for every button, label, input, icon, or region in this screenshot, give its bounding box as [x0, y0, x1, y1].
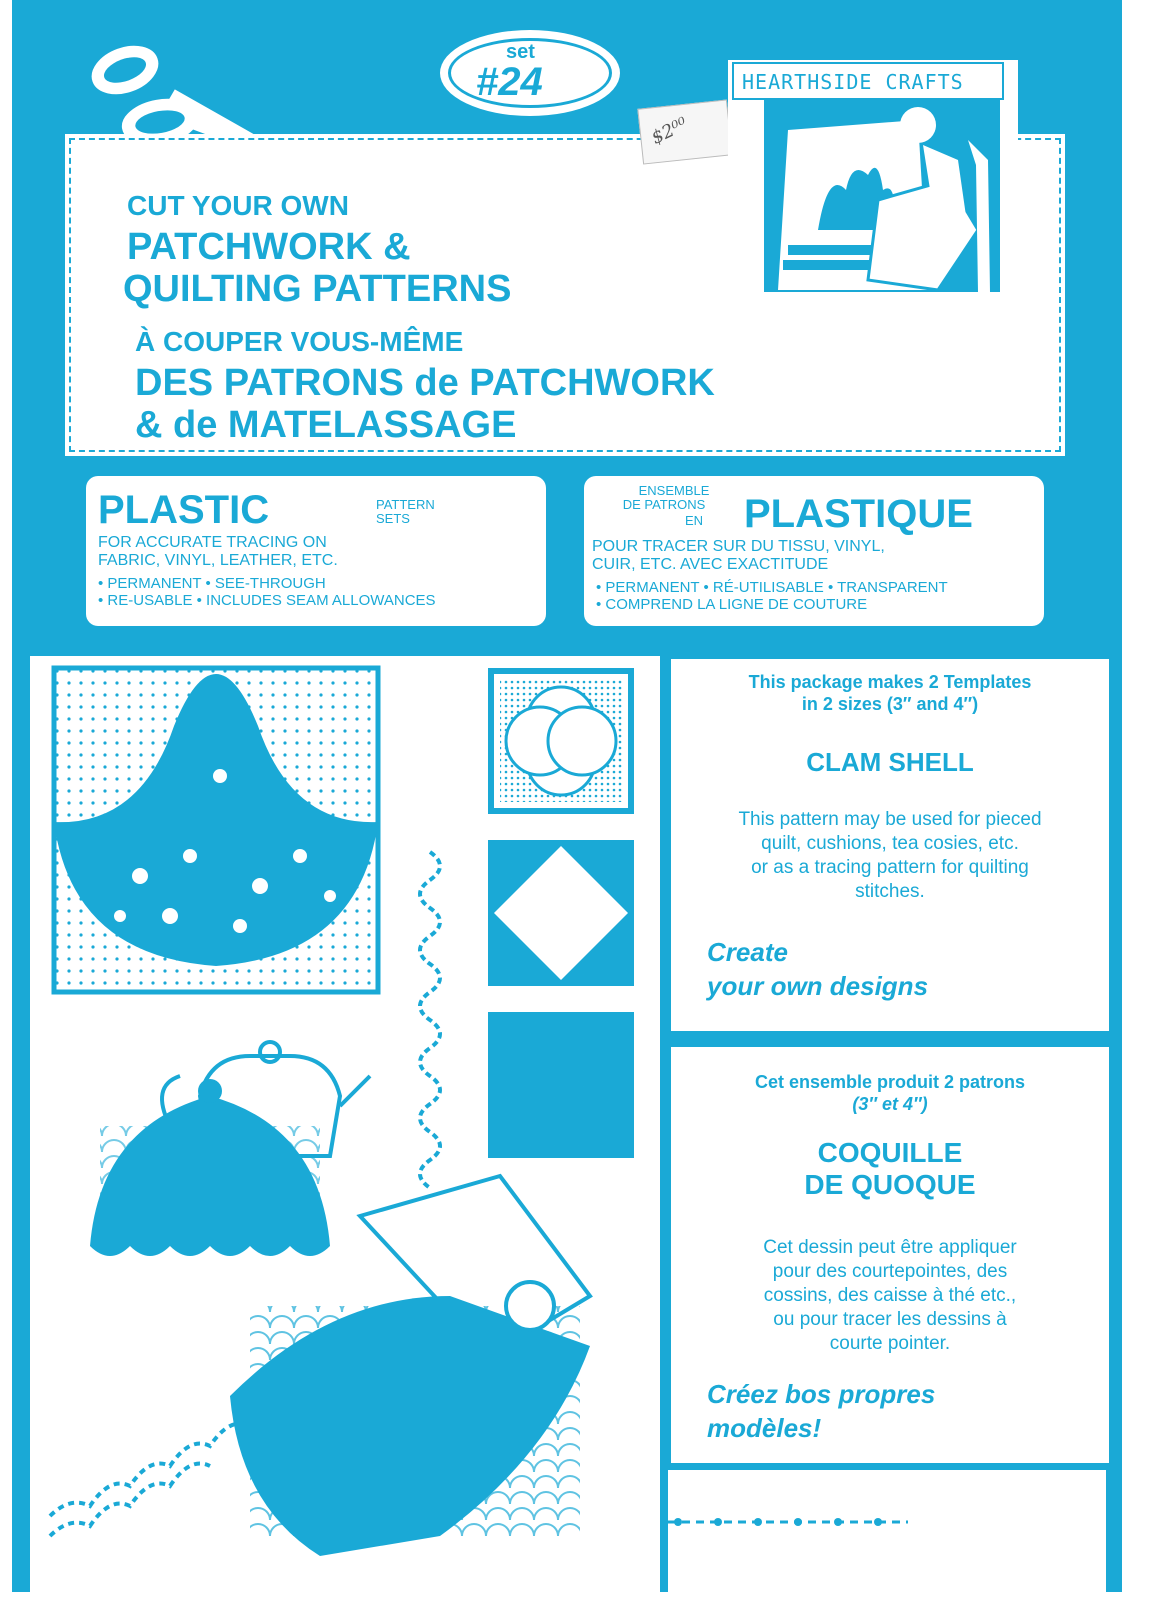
- price-sticker: [637, 99, 732, 164]
- info-fr-body-2: pour des courtepointes, des: [772, 1261, 1008, 1282]
- plastic-en-bullets-2: • RE-USABLE • INCLUDES SEAM ALLOWANCES: [98, 592, 436, 609]
- plastic-fr-pre-2: DE PATRONS: [622, 497, 706, 512]
- headline-fr-line2: DES PATRONS de PATCHWORK: [135, 362, 715, 404]
- scallop-border-icon: [50, 1424, 250, 1517]
- plastic-en-title: PLASTIC: [98, 488, 270, 532]
- set-number-badge: [440, 30, 620, 116]
- info-fr-body-4: ou pour tracer les dessins à: [773, 1309, 1007, 1330]
- plastic-fr-box: [584, 476, 1044, 626]
- plastic-fr-desc-2: CUIR, ETC. AVEC EXACTITUDE: [592, 556, 829, 573]
- illustration-area: [30, 656, 660, 1592]
- plastic-fr-pre-1: ENSEMBLE: [638, 483, 710, 498]
- plastic-fr-title: PLASTIQUE: [744, 492, 973, 536]
- brand-name: HEARTHSIDE CRAFTS: [742, 70, 964, 94]
- info-fr-body-5: courte pointer.: [829, 1333, 951, 1354]
- brand-label: [732, 62, 1004, 100]
- info-en-tagline-1: Create: [707, 937, 788, 967]
- plastic-fr-bullets-1: • PERMANENT • RÉ-UTILISABLE • TRANSPARENT: [596, 579, 948, 596]
- set-number: #24: [476, 60, 543, 104]
- headline-en-line3: QUILTING PATTERNS: [123, 268, 512, 310]
- headline-fr-line1: À COUPER VOUS-MÊME: [135, 326, 464, 357]
- headline-en-line1: CUT YOUR OWN: [127, 190, 349, 221]
- info-fr-intro-1: Cet ensemble produit 2 patrons: [754, 1072, 1026, 1092]
- info-en-body-4: stitches.: [855, 881, 925, 902]
- wavy-border-icon: [420, 852, 440, 1188]
- plastic-fr-pre-3: EN: [684, 513, 704, 528]
- plastic-en-desc-2: FABRIC, VINYL, LEATHER, ETC.: [98, 552, 338, 569]
- info-en-intro-1: This package makes 2 Templates: [748, 672, 1032, 692]
- info-panel-en: [668, 656, 1112, 1034]
- plastic-fr-desc-1: POUR TRACER SUR DU TISSU, VINYL,: [592, 538, 885, 555]
- info-en-tagline-2: your own designs: [707, 971, 929, 1001]
- clamshell-square-icon: [488, 840, 634, 986]
- clamshell-block-icon: [54, 668, 378, 992]
- plastic-en-desc-1: FOR ACCURATE TRACING ON: [98, 534, 327, 551]
- info-fr-body-3: cossins, des caisse à thé etc.,: [763, 1285, 1017, 1306]
- info-en-body-2: quilt, cushions, tea cosies, etc.: [761, 833, 1019, 854]
- plastic-en-sub-1: PATTERN: [376, 497, 435, 512]
- info-fr-tagline-1: Créez bos propres: [707, 1379, 936, 1409]
- info-fr-tagline-2: modèles!: [707, 1413, 822, 1443]
- info-fr-intro-2: (3″ et 4″): [852, 1094, 928, 1114]
- info-fr-title-1: COQUILLE: [817, 1137, 963, 1168]
- info-panel-fr: [668, 1044, 1112, 1466]
- price-text: $2⁰⁰: [648, 113, 691, 149]
- info-en-body-3: or as a tracing pattern for quilting: [751, 857, 1029, 878]
- set-label: set: [506, 41, 535, 63]
- info-fr-body-1: Cet dessin peut être appliquer: [763, 1237, 1017, 1258]
- info-en-title: CLAM SHELL: [806, 747, 974, 777]
- plastic-fr-bullets-2: • COMPREND LA LIGNE DE COUTURE: [596, 596, 868, 613]
- plastic-en-sub-2: SETS: [376, 511, 410, 526]
- plastic-en-box: [86, 476, 546, 626]
- info-en-body-1: This pattern may be used for pieced: [738, 809, 1042, 830]
- quilt-illustrations: [30, 656, 660, 1592]
- plastic-en-bullets-1: • PERMANENT • SEE-THROUGH: [98, 575, 326, 592]
- headline-en-line2: PATCHWORK &: [127, 226, 411, 268]
- headline-fr-line3: & de MATELASSAGE: [135, 404, 517, 446]
- info-en-intro-2: in 2 sizes (3″ and 4″): [801, 694, 979, 714]
- clamshell-fill-icon: [488, 1012, 634, 1158]
- stitch-border-icon: [668, 1470, 1106, 1592]
- info-fr-title-2: DE QUOQUE: [804, 1169, 976, 1200]
- bottom-strip: [668, 1470, 1106, 1592]
- circle-block-icon: [488, 668, 634, 814]
- tea-cosy-icon: [90, 1079, 330, 1256]
